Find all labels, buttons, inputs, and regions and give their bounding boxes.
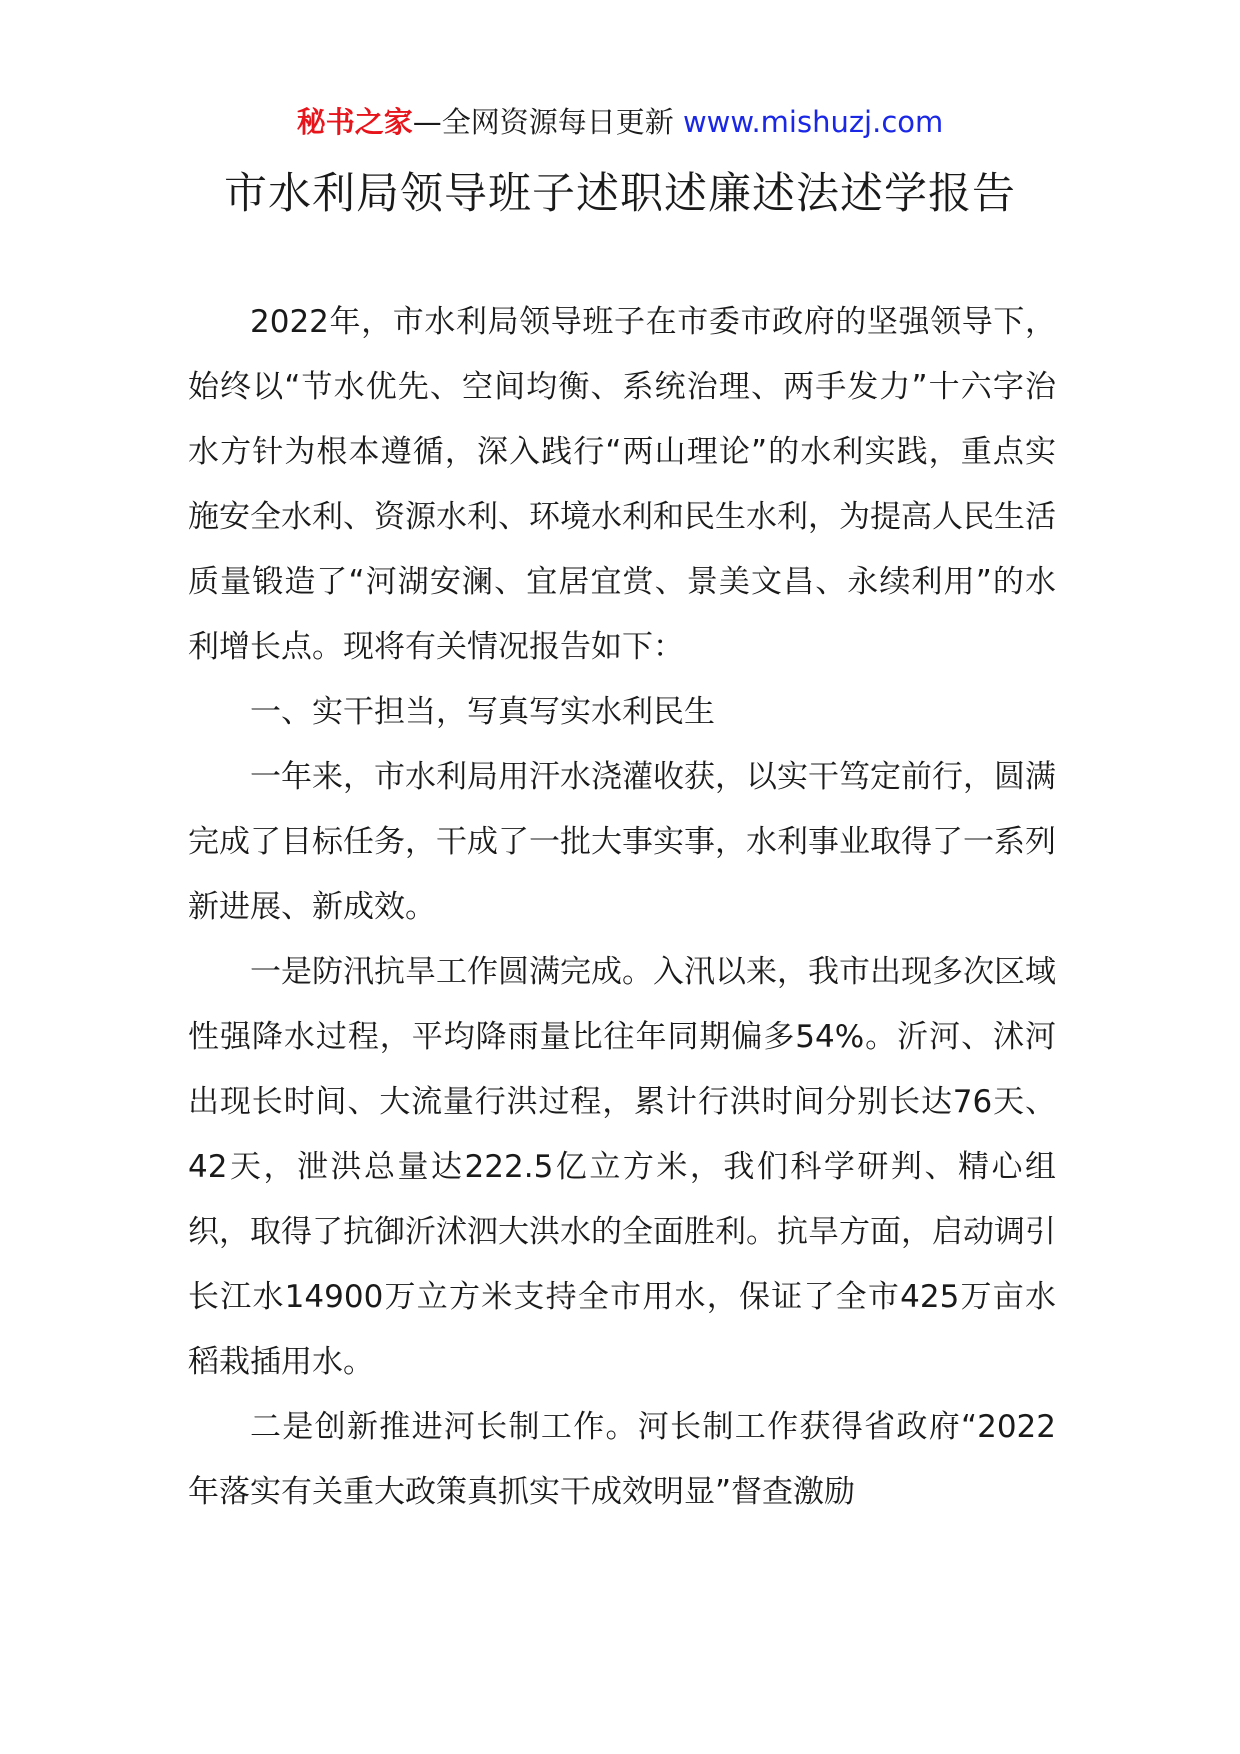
body-paragraph: 一年来，市水利局用汗水浇灌收获，以实干笃定前行，圆满完成了目标任务，干成了一批大事实事，水利事业取得了一系列新进展、新成效。: [188, 759, 1056, 925]
document-title: 市水利局领导班子述职述廉述法述学报告: [224, 169, 1016, 219]
body-paragraph: 一是防汛抗旱工作圆满完成。入汛以来，我市出现多次区域性强降水过程，平均降雨量比往年同期偏多54%。沂河、沭河出现长时间、大流量行洪过程，累计行洪时间分别长达76天、42天，泄洪总量达222.5亿立方米，我们科学研判、精心组织，取得了抗御沂沭泗大洪水的全面胜利。抗旱方面，启动调引长江水14900万立方米支持全市用水，保证了全市425万亩水稻栽插用水。: [188, 954, 1056, 1380]
brand-name: 秘书之家: [296, 105, 413, 139]
document-body: [188, 290, 1056, 1525]
site-header: [0, 102, 1240, 142]
body-paragraph: 二是创新推进河长制工作。河长制工作获得省政府“2022年落实有关重大政策真抓实干成效明显”督查激励: [188, 1409, 1056, 1510]
intro-paragraph: 2022年，市水利局领导班子在市委市政府的坚强领导下，始终以“节水优先、空间均衡、系统治理、两手发力”十六字治水方针为根本遵循，深入践行“两山理论”的水利实践，重点实施安全水利、资源水利、环境水利和民生水利，为提高人民生活质量锻造了“河湖安澜、宜居宜赏、景美文昌、永续利用”的水利增长点。现将有关情况报告如下：: [188, 304, 1056, 665]
site-url-link[interactable]: www.mishuzj.com: [682, 105, 944, 139]
section-heading: 一、实干担当，写真写实水利民生: [250, 694, 715, 730]
header-tagline: —全网资源每日更新: [412, 105, 674, 139]
